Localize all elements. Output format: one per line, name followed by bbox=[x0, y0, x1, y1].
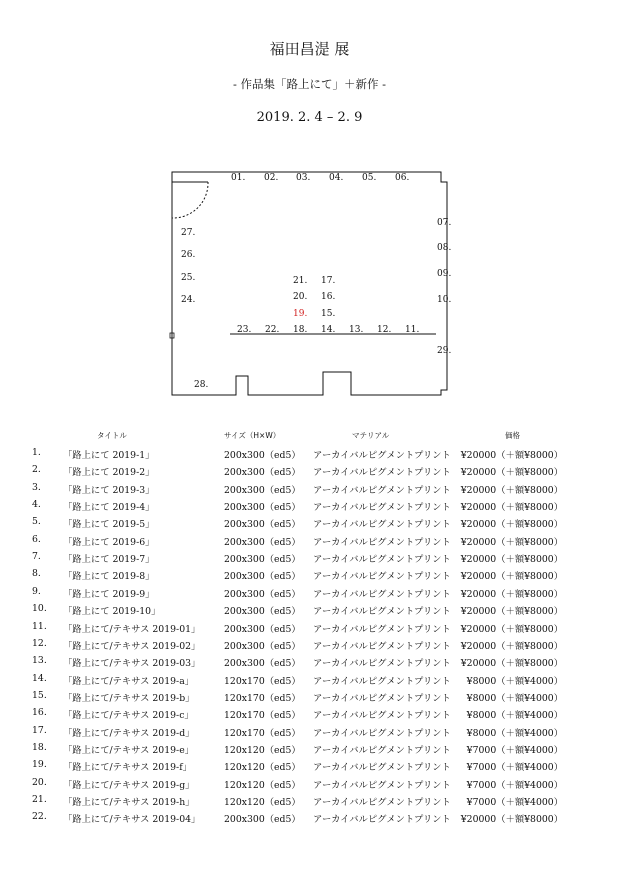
cell-price: ¥7000（＋額¥4000） bbox=[466, 779, 563, 791]
cell-title: 「路上にて/テキサス 2019-a」 bbox=[63, 675, 195, 687]
cell-no: 5. bbox=[32, 516, 41, 528]
cell-material: アーカイバルピグメントプリント bbox=[313, 519, 451, 531]
cell-material: アーカイバルピグメントプリント bbox=[313, 502, 451, 514]
floor-plan bbox=[0, 0, 619, 420]
cell-title: 「路上にて 2019-3」 bbox=[63, 484, 155, 496]
cell-material: アーカイバルピグメントプリント bbox=[313, 710, 451, 722]
cell-title: 「路上にて/テキサス 2019-01」 bbox=[63, 623, 201, 635]
cell-title: 「路上にて 2019-4」 bbox=[63, 502, 155, 514]
cell-material: アーカイバルピグメントプリント bbox=[313, 779, 451, 791]
cell-price: ¥7000（＋額¥4000） bbox=[466, 797, 563, 808]
cell-material: アーカイバルピグメントプリント bbox=[313, 450, 451, 461]
cell-price: ¥20000（＋額¥8000） bbox=[460, 658, 563, 670]
gallery-walls bbox=[172, 172, 447, 395]
cell-no: 11. bbox=[32, 620, 47, 632]
cell-no: 4. bbox=[32, 499, 41, 511]
cell-price: ¥7000（＋額¥4000） bbox=[466, 762, 563, 774]
table-row bbox=[0, 811, 619, 828]
cell-title: 「路上にて/テキサス 2019-e」 bbox=[63, 744, 194, 756]
col-header-material: マテリアル bbox=[352, 431, 390, 440]
pos-25: 25. bbox=[181, 273, 196, 283]
cell-title: 「路上にて/テキサス 2019-03」 bbox=[63, 658, 201, 670]
pos-10: 10. bbox=[437, 295, 452, 305]
cell-price: ¥20000（＋額¥8000） bbox=[460, 554, 563, 566]
cell-material: アーカイバルピグメントプリント bbox=[313, 727, 451, 739]
cell-no: 8. bbox=[32, 568, 41, 580]
table-row bbox=[0, 777, 619, 794]
table-row bbox=[0, 447, 619, 464]
cell-title: 「路上にて/テキサス 2019-b」 bbox=[63, 692, 195, 704]
cell-size: 200x300（ed5） bbox=[224, 519, 301, 531]
cell-size: 120x170（ed5） bbox=[224, 727, 301, 739]
pos-28: 28. bbox=[194, 380, 209, 390]
pos-09: 09. bbox=[437, 269, 452, 279]
table-row bbox=[0, 655, 619, 672]
table-row bbox=[0, 464, 619, 481]
cell-size: 200x300（ed5） bbox=[224, 640, 301, 652]
cell-title: 「路上にて/テキサス 2019-02」 bbox=[63, 640, 201, 652]
cell-price: ¥8000（＋額¥4000） bbox=[466, 727, 563, 739]
cell-size: 120x170（ed5） bbox=[224, 675, 301, 687]
cell-size: 200x300（ed5） bbox=[224, 571, 301, 583]
cell-no: 14. bbox=[32, 672, 47, 684]
cell-size: 200x300（ed5） bbox=[224, 658, 301, 670]
pos-23: 23. bbox=[237, 325, 252, 335]
cell-price: ¥20000（＋額¥8000） bbox=[460, 588, 563, 600]
table-row bbox=[0, 568, 619, 585]
cell-material: アーカイバルピグメントプリント bbox=[313, 744, 451, 756]
col-header-price: 価格 bbox=[505, 431, 520, 440]
table-row bbox=[0, 586, 619, 603]
cell-price: ¥8000（＋額¥4000） bbox=[466, 692, 563, 704]
table-row bbox=[0, 603, 619, 620]
cell-no: 20. bbox=[32, 776, 47, 788]
cell-material: アーカイバルピグメントプリント bbox=[313, 762, 451, 774]
pos-02: 02. bbox=[264, 173, 279, 183]
cell-material: アーカイバルピグメントプリント bbox=[313, 467, 451, 479]
cell-no: 15. bbox=[32, 689, 47, 701]
cell-material: アーカイバルピグメントプリント bbox=[313, 623, 451, 635]
pos-18: 18. bbox=[293, 325, 308, 335]
table-row bbox=[0, 707, 619, 724]
cell-size: 200x300（ed5） bbox=[224, 467, 301, 479]
cell-price: ¥7000（＋額¥4000） bbox=[466, 744, 563, 756]
cell-price: ¥8000（＋額¥4000） bbox=[466, 710, 563, 722]
table-row bbox=[0, 534, 619, 551]
cell-no: 12. bbox=[32, 637, 47, 649]
cell-size: 200x300（ed5） bbox=[224, 554, 301, 566]
pos-29: 29. bbox=[437, 346, 452, 356]
cell-size: 200x300（ed5） bbox=[224, 606, 301, 618]
cell-no: 7. bbox=[32, 551, 41, 563]
cell-title: 「路上にて 2019-6」 bbox=[63, 536, 155, 548]
cell-no: 6. bbox=[32, 533, 41, 545]
cell-material: アーカイバルピグメントプリント bbox=[313, 571, 451, 583]
cell-size: 200x300（ed5） bbox=[224, 814, 301, 826]
cell-size: 120x120（ed5） bbox=[224, 779, 301, 791]
table-row bbox=[0, 638, 619, 655]
pos-14: 14. bbox=[321, 325, 336, 335]
cell-price: ¥20000（＋額¥8000） bbox=[460, 606, 563, 618]
cell-price: ¥20000（＋額¥8000） bbox=[460, 571, 563, 583]
cell-size: 200x300（ed5） bbox=[224, 536, 301, 548]
table-row bbox=[0, 690, 619, 707]
cell-title: 「路上にて/テキサス 2019-c」 bbox=[63, 710, 194, 722]
cell-price: ¥20000（＋額¥8000） bbox=[460, 484, 563, 496]
pos-03: 03. bbox=[296, 173, 311, 183]
cell-price: ¥20000（＋額¥8000） bbox=[460, 814, 563, 826]
table-row bbox=[0, 794, 619, 811]
cell-no: 22. bbox=[32, 811, 47, 823]
cell-price: ¥20000（＋額¥8000） bbox=[460, 623, 563, 635]
cell-material: アーカイバルピグメントプリント bbox=[313, 536, 451, 548]
cell-no: 21. bbox=[32, 794, 47, 805]
pos-15: 15. bbox=[321, 309, 336, 319]
cell-no: 13. bbox=[32, 655, 47, 667]
cell-price: ¥8000（＋額¥4000） bbox=[466, 675, 563, 687]
table-row bbox=[0, 482, 619, 499]
pos-01: 01. bbox=[231, 173, 246, 183]
pos-08: 08. bbox=[437, 243, 452, 253]
cell-material: アーカイバルピグメントプリント bbox=[313, 640, 451, 652]
table-row bbox=[0, 742, 619, 759]
page-subtitle: - 作品集「路上にて」＋新作 - bbox=[232, 77, 387, 91]
cell-title: 「路上にて 2019-7」 bbox=[63, 554, 155, 566]
pos-16: 16. bbox=[321, 292, 336, 302]
col-header-size: サイズ（H×W） bbox=[224, 431, 281, 440]
cell-no: 10. bbox=[32, 603, 47, 615]
pos-22: 22. bbox=[265, 325, 280, 335]
page-title: 福田昌湜 展 bbox=[269, 40, 350, 58]
cell-title: 「路上にて/テキサス 2019-h」 bbox=[63, 797, 195, 808]
cell-size: 200x300（ed5） bbox=[224, 450, 301, 461]
cell-material: アーカイバルピグメントプリント bbox=[313, 588, 451, 600]
cell-size: 120x120（ed5） bbox=[224, 744, 301, 756]
cell-material: アーカイバルピグメントプリント bbox=[313, 658, 451, 670]
cell-title: 「路上にて 2019-8」 bbox=[63, 571, 155, 583]
cell-material: アーカイバルピグメントプリント bbox=[313, 675, 451, 687]
pos-26: 26. bbox=[181, 250, 196, 260]
pos-21: 21. bbox=[293, 276, 308, 286]
cell-title: 「路上にて/テキサス 2019-g」 bbox=[63, 779, 195, 791]
cell-price: ¥20000（＋額¥8000） bbox=[460, 640, 563, 652]
pos-20: 20. bbox=[293, 292, 308, 302]
pos-17: 17. bbox=[321, 276, 336, 286]
cell-no: 1. bbox=[32, 447, 41, 458]
cell-title: 「路上にて 2019-1」 bbox=[63, 450, 155, 461]
cell-title: 「路上にて 2019-5」 bbox=[63, 519, 155, 531]
cell-no: 3. bbox=[32, 481, 41, 493]
cell-no: 16. bbox=[32, 707, 47, 719]
pos-07: 07. bbox=[437, 218, 452, 228]
pos-11: 11. bbox=[405, 325, 420, 335]
table-row bbox=[0, 725, 619, 742]
cell-size: 120x170（ed5） bbox=[224, 692, 301, 704]
cell-title: 「路上にて 2019-10」 bbox=[63, 606, 161, 618]
cell-material: アーカイバルピグメントプリント bbox=[313, 606, 451, 618]
pos-05: 05. bbox=[362, 173, 377, 183]
cell-no: 18. bbox=[32, 741, 47, 753]
cell-size: 120x120（ed5） bbox=[224, 762, 301, 774]
cell-size: 200x300（ed5） bbox=[224, 484, 301, 496]
pos-27: 27. bbox=[181, 228, 196, 238]
cell-title: 「路上にて/テキサス 2019-f」 bbox=[63, 762, 192, 774]
cell-material: アーカイバルピグメントプリント bbox=[313, 484, 451, 496]
table-row bbox=[0, 759, 619, 776]
pos-24: 24. bbox=[181, 295, 196, 305]
pos-12: 12. bbox=[377, 325, 392, 335]
cell-title: 「路上にて/テキサス 2019-04」 bbox=[63, 814, 201, 826]
col-header-title: タイトル bbox=[97, 431, 127, 440]
cell-title: 「路上にて 2019-9」 bbox=[63, 588, 155, 600]
cell-size: 120x120（ed5） bbox=[224, 797, 301, 808]
cell-no: 9. bbox=[32, 585, 41, 597]
cell-title: 「路上にて/テキサス 2019-d」 bbox=[63, 727, 195, 739]
cell-size: 200x300（ed5） bbox=[224, 502, 301, 514]
table-row bbox=[0, 673, 619, 690]
cell-size: 200x300（ed5） bbox=[224, 588, 301, 600]
cell-material: アーカイバルピグメントプリント bbox=[313, 797, 451, 808]
exhibition-dates: 2019. 2. 4 – 2. 9 bbox=[256, 110, 363, 125]
table-row bbox=[0, 621, 619, 638]
pos-06: 06. bbox=[395, 173, 410, 183]
cell-price: ¥20000（＋額¥8000） bbox=[460, 536, 563, 548]
cell-title: 「路上にて 2019-2」 bbox=[63, 467, 155, 479]
pos-04: 04. bbox=[329, 173, 344, 183]
pos-19: 19. bbox=[293, 309, 308, 319]
cell-size: 200x300（ed5） bbox=[224, 623, 301, 635]
table-row bbox=[0, 551, 619, 568]
table-row bbox=[0, 499, 619, 516]
cell-price: ¥20000（＋額¥8000） bbox=[460, 519, 563, 531]
cell-no: 2. bbox=[32, 464, 41, 476]
pos-13: 13. bbox=[349, 325, 364, 335]
table-row bbox=[0, 516, 619, 533]
cell-material: アーカイバルピグメントプリント bbox=[313, 814, 451, 826]
door-arc bbox=[172, 182, 208, 218]
cell-price: ¥20000（＋額¥8000） bbox=[460, 467, 563, 479]
cell-no: 17. bbox=[32, 724, 47, 736]
cell-material: アーカイバルピグメントプリント bbox=[313, 554, 451, 566]
cell-no: 19. bbox=[32, 759, 47, 771]
cell-size: 120x170（ed5） bbox=[224, 710, 301, 722]
cell-price: ¥20000（＋額¥8000） bbox=[460, 450, 563, 461]
cell-material: アーカイバルピグメントプリント bbox=[313, 692, 451, 704]
cell-price: ¥20000（＋額¥8000） bbox=[460, 502, 563, 514]
